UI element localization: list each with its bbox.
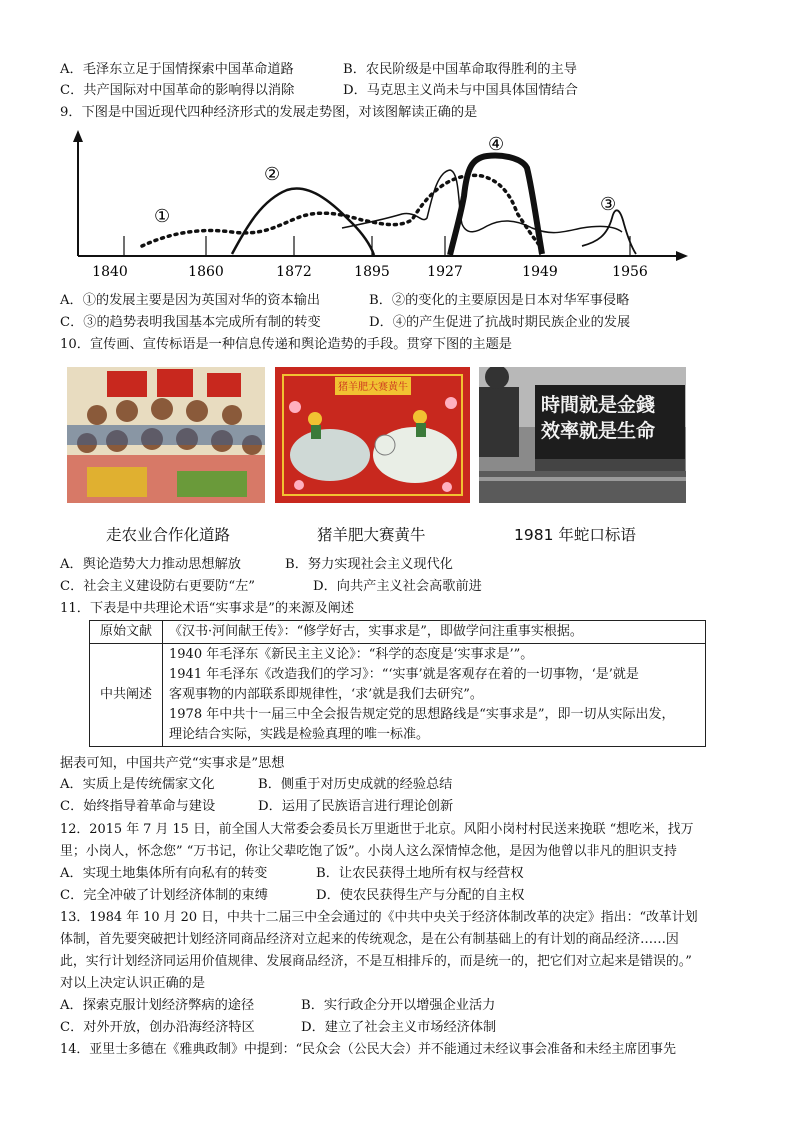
tick-label-1956: 1956 <box>612 264 648 280</box>
q12-option-d: D．使农民获得生产与分配的自主权 <box>316 888 525 903</box>
source-table <box>89 620 706 747</box>
table-head-source: 原始文献 <box>90 621 163 644</box>
q8-option-b: B．农民阶级是中国革命取得胜利的主导 <box>343 62 577 77</box>
y-axis-arrow <box>73 130 83 142</box>
q11-option-b: B．侧重于对历史成就的经验总结 <box>258 777 453 792</box>
q12-line-2: 里；小岗人，怀念您” “万书记，你让父辈吃饱了饭”。小岗人这么深情悼念他，是因为他曾以非凡的胆识支持 <box>60 844 677 859</box>
tick-label-1860: 1860 <box>188 264 224 280</box>
q11-after: 据表可知，中国共产党“实事求是”思想 <box>60 756 285 771</box>
poster-cooperative-image <box>67 367 265 503</box>
q13-line-4: 对以上决定认识正确的是 <box>60 976 206 991</box>
q13-line-1: 13．1984 年 10 月 20 日，中共十二届三中全会通过的《中共中央关于经济体制改革的决定》指出：“改革计划 <box>60 910 698 925</box>
q13-option-d: D．建立了社会主义市场经济体制 <box>301 1020 497 1035</box>
tick-label-1840: 1840 <box>92 264 128 280</box>
curve-label-3: ③ <box>600 194 617 215</box>
q10-option-a: A．舆论造势大力推动思想解放 <box>60 557 241 572</box>
poster-images <box>67 367 687 507</box>
shekou-slogan-photo <box>479 367 686 503</box>
slogan-line-1: 時間就是金錢 <box>541 394 656 416</box>
q8-option-d: D．马克思主义尚未与中国具体国情结合 <box>343 83 578 98</box>
q11-stem: 11．下表是中共理论术语“实事求是”的来源及阐述 <box>60 601 355 616</box>
tick-label-1895: 1895 <box>354 264 390 280</box>
table-row <box>90 644 706 747</box>
table-line: 1940 年毛泽东《新民主主义论》：“科学的态度是‘实事求是’”。 <box>169 647 534 662</box>
q14-line-1: 14．亚里士多德在《雅典政制》中提到：“民众会（公民大会）并不能通过未经议事会准备和未经主席团事先 <box>60 1042 676 1057</box>
q9-option-b: B．②的变化的主要原因是日本对华军事侵略 <box>369 293 630 308</box>
curve-3 <box>582 210 636 254</box>
q10-option-d: D．向共产主义社会高歌前进 <box>313 579 482 594</box>
curve-4 <box>450 156 542 256</box>
poster2-banner: 猪羊肥大赛黄牛 <box>338 382 408 393</box>
table-line: 1978 年中共十一届三中全会报告规定党的思想路线是“实事求是”，即一切从实际出发， <box>169 707 675 722</box>
q8-option-c: C．共产国际对中国革命的影响得以消除 <box>60 83 295 98</box>
caption-cooperative: 走农业合作化道路 <box>106 526 231 544</box>
q12-option-a: A．实现土地集体所有向私有的转变 <box>60 866 268 881</box>
q12-line-1: 12．2015 年 7 月 15 日，前全国人大常委会委员长万里逝世于北京。风阳小岗村村民送来挽联 “想吃米，找万 <box>60 822 694 837</box>
q9-stem: 9．下图是中国近现代四种经济形式的发展走势图，对该图解读正确的是 <box>60 105 478 120</box>
table-line: 客观事物的内部联系即规律性，‘求’就是我们去研究”。 <box>169 687 483 702</box>
caption-livestock: 猪羊肥大赛黄牛 <box>317 526 426 544</box>
table-head-party: 中共阐述 <box>90 644 163 747</box>
q9-option-c: C．③的趋势表明我国基本完成所有制的转变 <box>60 315 321 330</box>
x-axis-arrow <box>676 251 688 261</box>
q11-option-a: A．实质上是传统儒家文化 <box>60 777 215 792</box>
q13-line-3: 此，实行计划经济同运用价值规律、发展商品经济，不是互相排斥的，而是统一的，把它们对立起来是错误的。” <box>60 954 692 969</box>
tick-label-1872: 1872 <box>276 264 312 280</box>
q13-option-a: A．探索克服计划经济弊病的途径 <box>60 998 255 1013</box>
tick-label-1927: 1927 <box>427 264 463 280</box>
q10-stem: 10．宣传画、宣传标语是一种信息传递和舆论造势的手段。贯穿下图的主题是 <box>60 337 512 352</box>
poster-livestock-image <box>275 367 470 503</box>
q13-option-c: C．对外开放，创办沿海经济特区 <box>60 1020 255 1035</box>
q11-option-d: D．运用了民族语言进行理论创新 <box>258 799 454 814</box>
economy-trend-chart <box>62 128 692 288</box>
q9-option-a: A．①的发展主要是因为英国对华的资本输出 <box>60 293 321 308</box>
curve-2 <box>232 189 374 255</box>
q11-option-c: C．始终指导着革命与建设 <box>60 799 216 814</box>
caption-shekou: 1981 年蛇口标语 <box>514 526 636 544</box>
table-line: 1941 年毛泽东《改造我们的学习》：“‘实事’就是客观存在着的一切事物，‘是’就是 <box>169 667 639 682</box>
q13-option-b: B．实行政企分开以增强企业活力 <box>301 998 496 1013</box>
q8-option-a: A．毛泽东立足于国情探索中国革命道路 <box>60 62 294 77</box>
table-cell-party <box>163 644 706 747</box>
table-cell-source: 《汉书·河间献王传》：“修学好古，实事求是”，即做学问注重事实根据。 <box>163 621 706 644</box>
slogan-line-2: 效率就是生命 <box>541 420 656 442</box>
q12-option-b: B．让农民获得土地所有权与经营权 <box>316 866 524 881</box>
table-row <box>90 621 706 644</box>
curve-label-2: ② <box>264 164 281 185</box>
q12-option-c: C．完全冲破了计划经济体制的束缚 <box>60 888 268 903</box>
curve-label-4: ④ <box>488 134 505 155</box>
tick-label-1949: 1949 <box>522 264 558 280</box>
q10-option-b: B．努力实现社会主义现代化 <box>285 557 453 572</box>
q9-option-d: D．④的产生促进了抗战时期民族企业的发展 <box>369 315 631 330</box>
q13-line-2: 体制，首先要突破把计划经济同商品经济对立起来的传统观念，是在公有制基础上的有计划的商品经济……因 <box>60 932 679 947</box>
table-line: 理论结合实际，实践是检验真理的唯一标准。 <box>169 727 430 742</box>
q10-option-c: C．社会主义建设防右更要防“左” <box>60 579 256 594</box>
curve-label-1: ① <box>154 206 171 227</box>
